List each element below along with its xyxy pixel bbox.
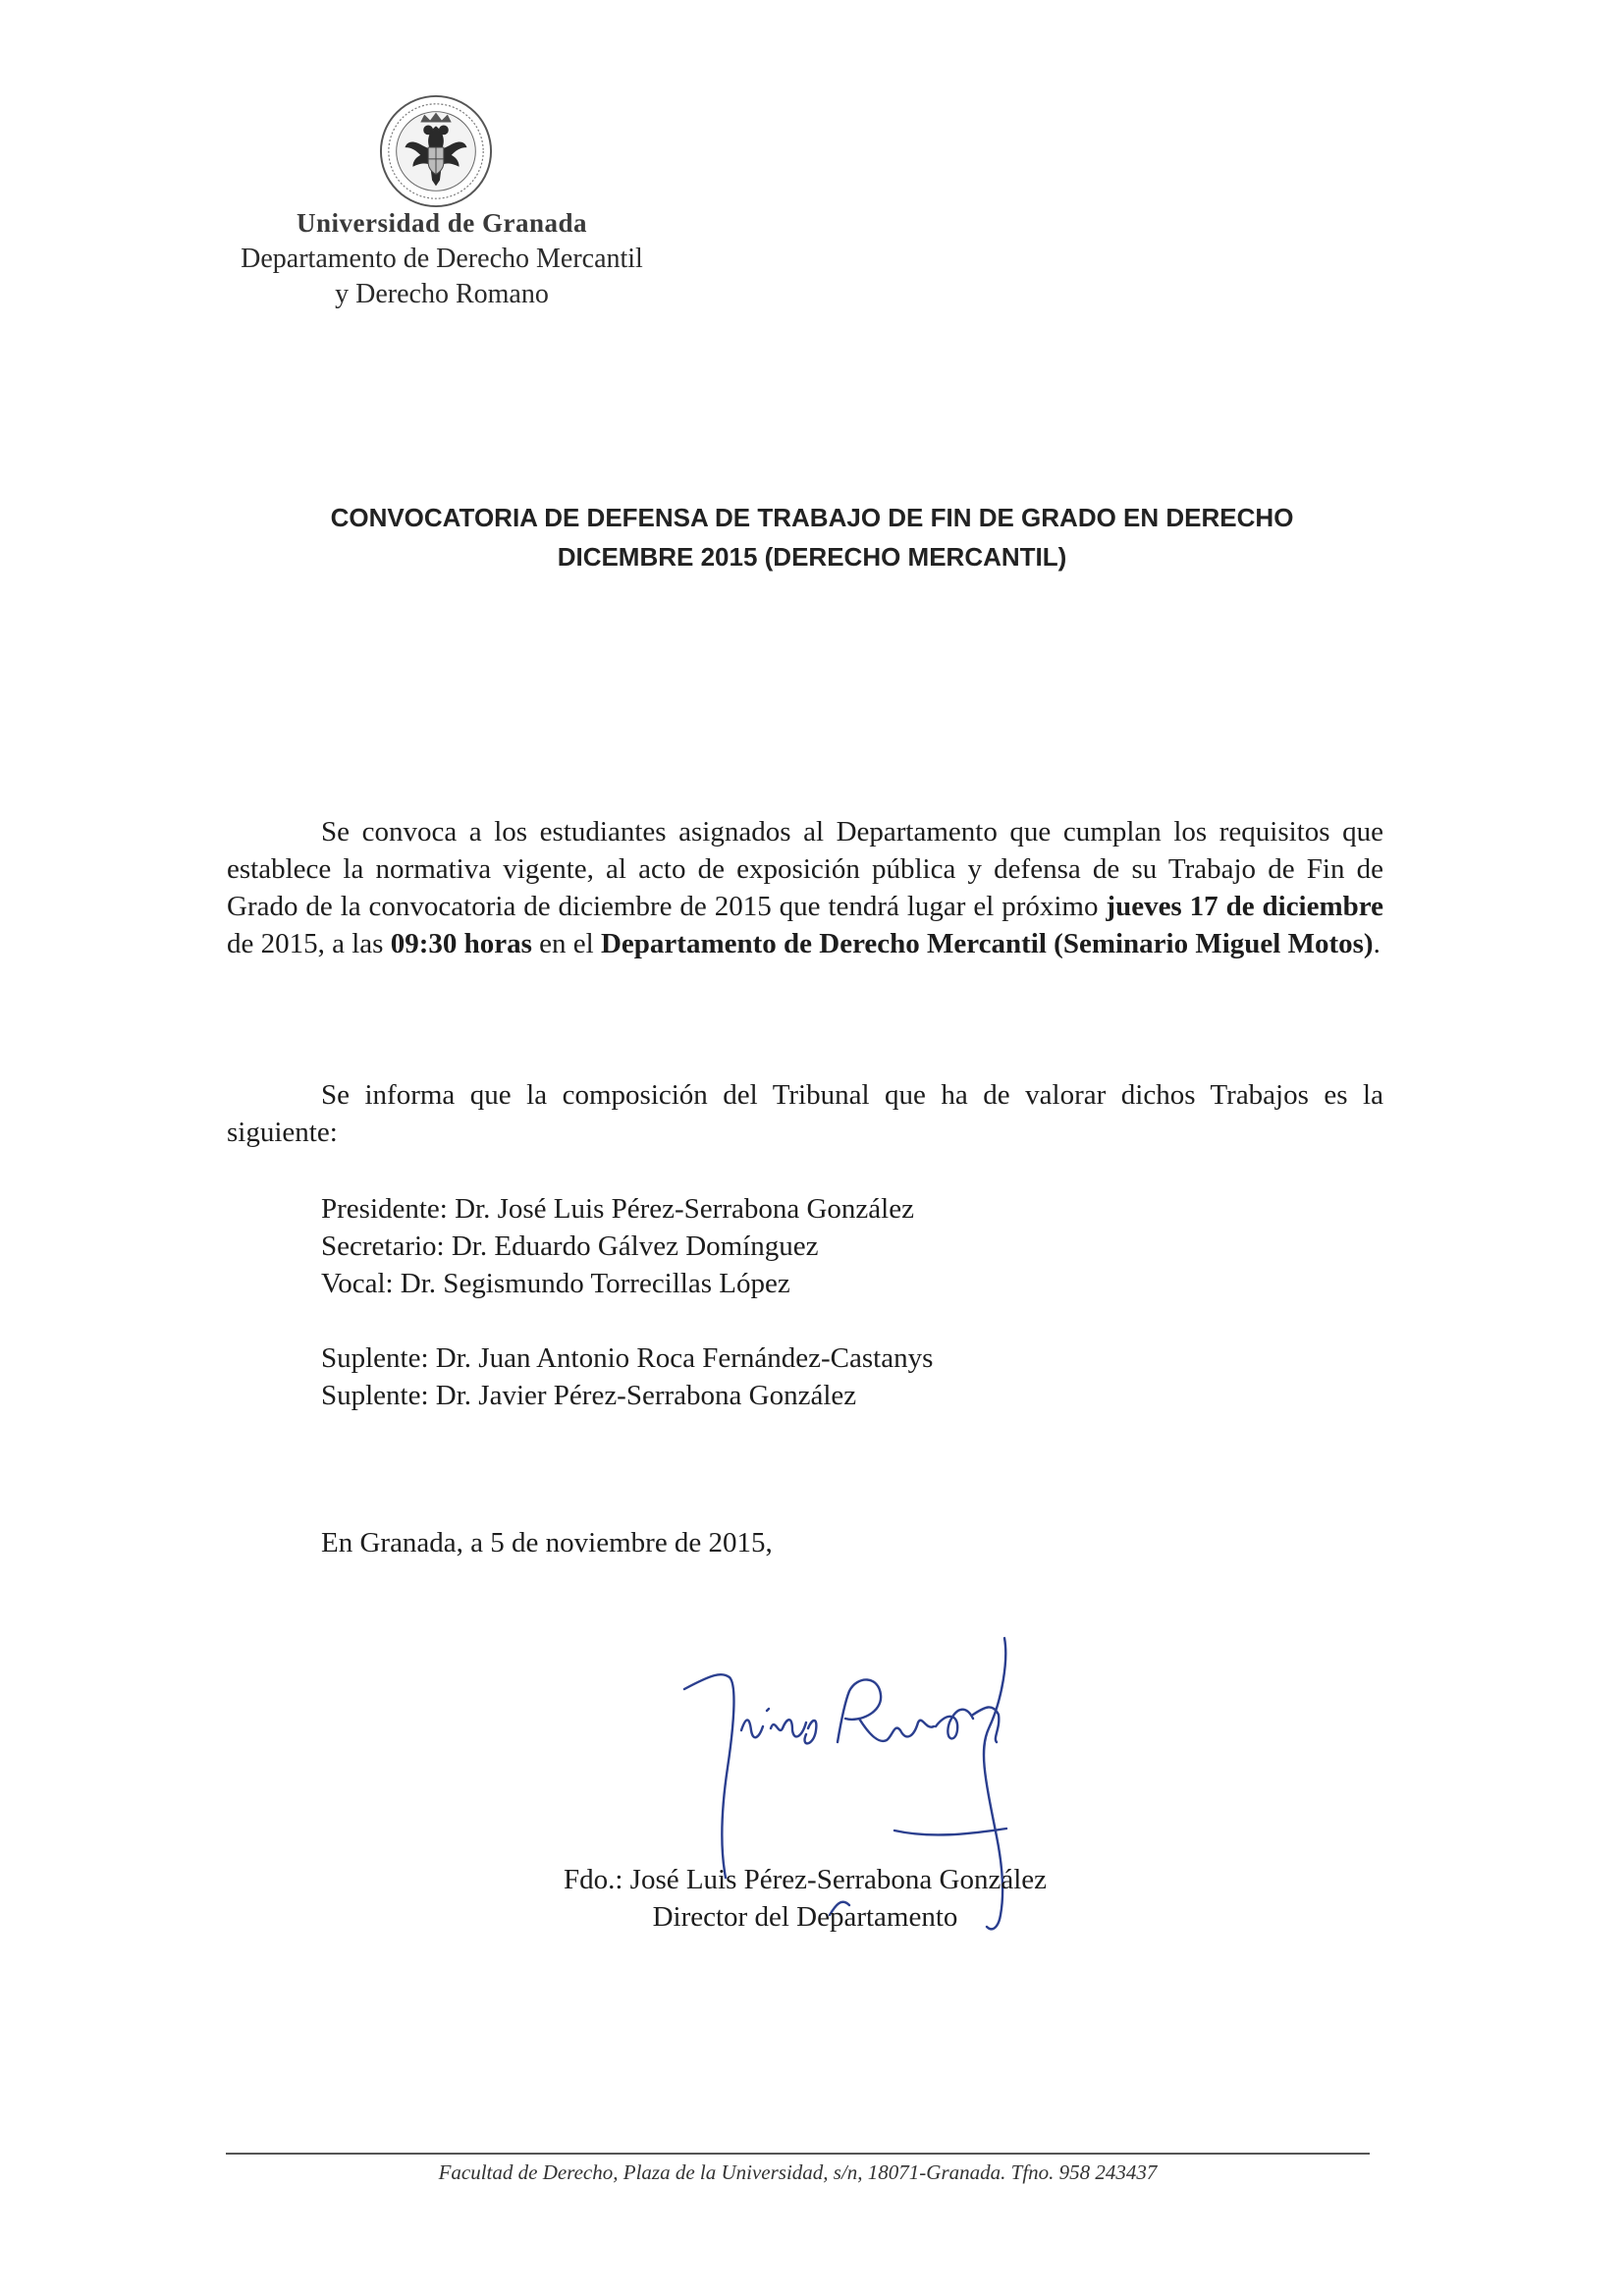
convocation-text-d: . bbox=[1373, 928, 1380, 959]
signer-name: Fdo.: José Luis Pérez-Serrabona González bbox=[563, 1864, 1048, 1895]
tribunal-president: Presidente: Dr. José Luis Pérez-Serrabona González bbox=[321, 1193, 914, 1225]
convocation-text-c: en el bbox=[531, 928, 601, 959]
document-title-line1: CONVOCATORIA DE DEFENSA DE TRABAJO DE FIN DE GRADO EN DERECHO bbox=[330, 503, 1294, 532]
tribunal-substitute-2: Suplente: Dr. Javier Pérez-Serrabona González bbox=[321, 1380, 857, 1411]
university-seal-icon bbox=[378, 93, 494, 209]
defense-date: jueves 17 de diciembre bbox=[1106, 891, 1383, 922]
department-name-line1: Departamento de Derecho Mercantil bbox=[241, 244, 643, 274]
signer-role: Director del Departamento bbox=[652, 1901, 958, 1933]
defense-place: Departamento de Derecho Mercantil (Seminario Miguel Motos) bbox=[600, 928, 1374, 959]
tribunal-substitute-1: Suplente: Dr. Juan Antonio Roca Fernández-Castanys bbox=[321, 1342, 934, 1374]
department-name-line2: y Derecho Romano bbox=[335, 279, 549, 309]
tribunal-secretary: Secretario: Dr. Eduardo Gálvez Domínguez bbox=[321, 1230, 819, 1262]
footer-divider bbox=[226, 2153, 1370, 2155]
convocation-paragraph bbox=[227, 813, 1383, 962]
footer-address: Facultad de Derecho, Plaza de la Universidad, s/n, 18071-Granada. Tfno. 958 243437 bbox=[438, 2160, 1158, 2184]
convocation-text-b: de 2015, a las bbox=[227, 928, 391, 959]
defense-time: 09:30 horas bbox=[390, 928, 532, 959]
tribunal-intro-text: Se informa que la composición del Tribunal que ha de valorar dichos Trabajos es la siguiente: bbox=[227, 1079, 1383, 1148]
document-title-line2: DICEMBRE 2015 (DERECHO MERCANTIL) bbox=[557, 542, 1067, 572]
university-name: Universidad de Granada bbox=[296, 208, 588, 238]
place-and-date: En Granada, a 5 de noviembre de 2015, bbox=[321, 1527, 773, 1558]
tribunal-intro-paragraph bbox=[227, 1076, 1383, 1151]
convocation-text-a: Se convoca a los estudiantes asignados al Departamento que cumplan los requisitos que establece la normativa vigente, al acto de exposición pública y defensa de su Trabajo de Fin de Grado de la convocatoria de diciembre de 2015 que tendrá lugar el próximo bbox=[227, 816, 1383, 922]
tribunal-vocal: Vocal: Dr. Segismundo Torrecillas López bbox=[321, 1268, 790, 1299]
